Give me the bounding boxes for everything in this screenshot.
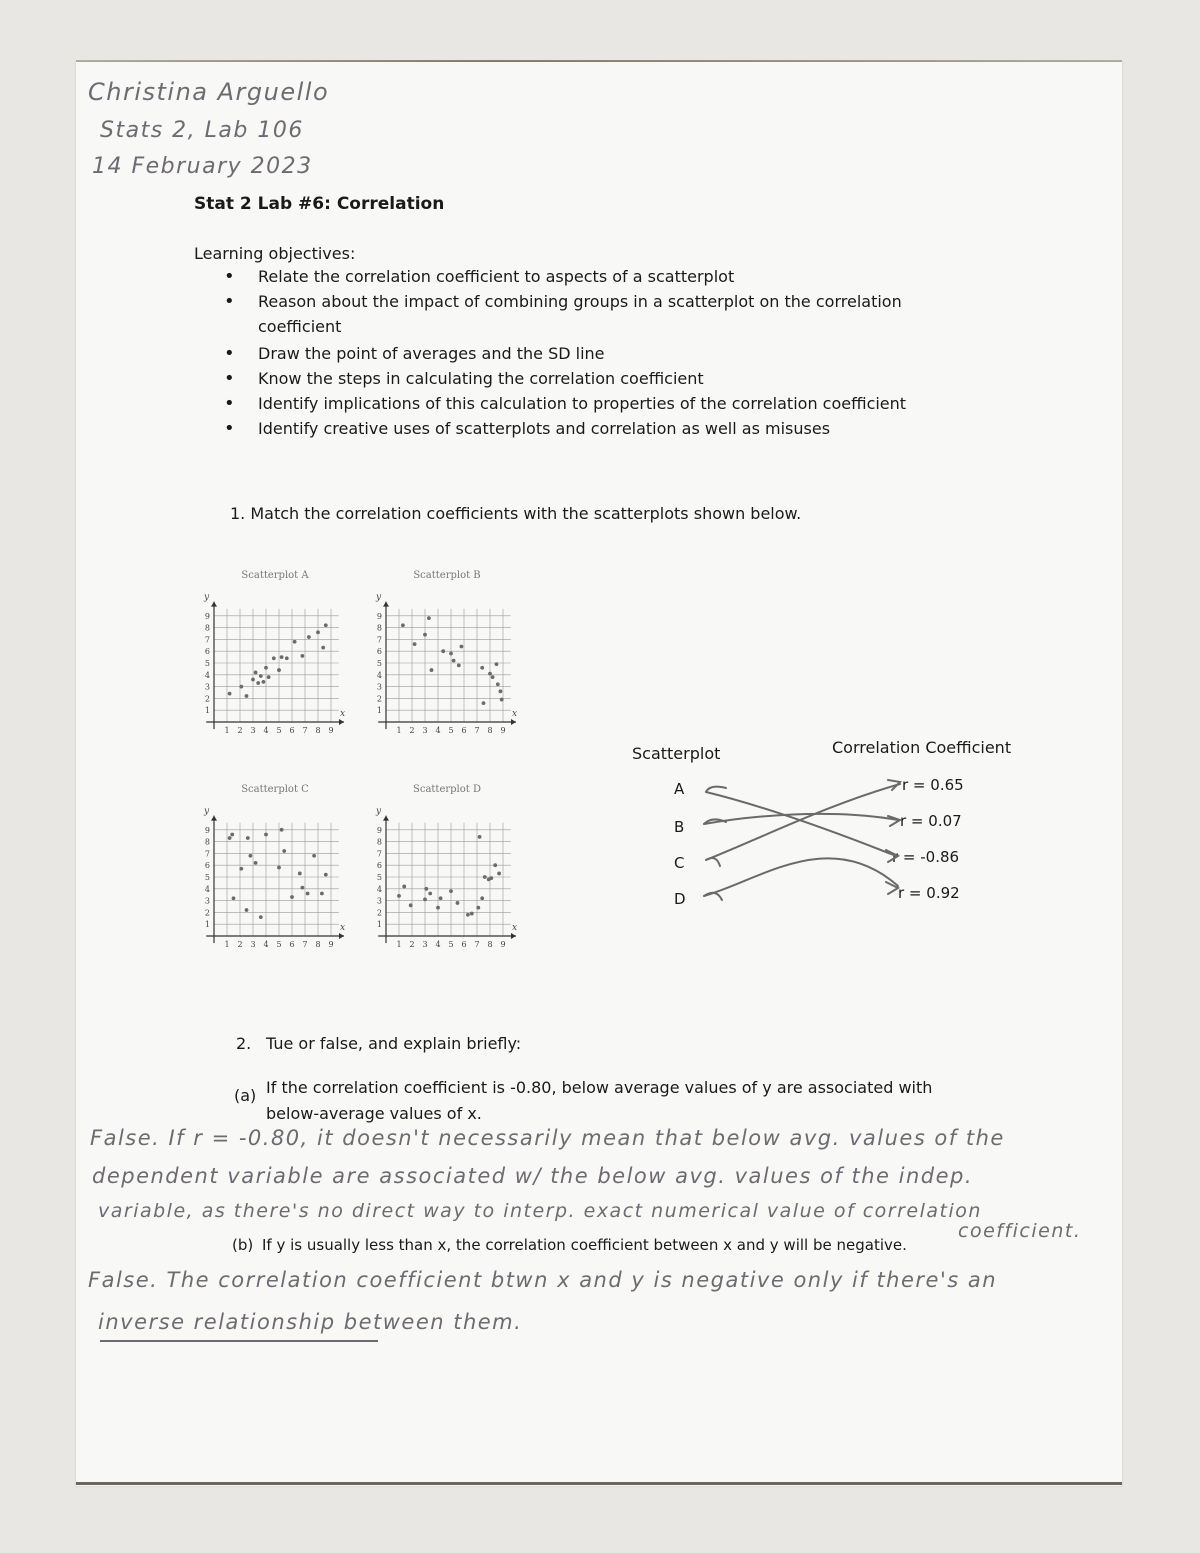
x-tick-label: 6 [289, 940, 295, 949]
objective-item: • Relate the correlation coefficient to aspects of a scatterplot [224, 264, 924, 289]
scatter-point [500, 698, 504, 702]
coefficient-option: r = -0.86 [892, 848, 960, 866]
y-tick-label: 9 [376, 825, 382, 835]
scatter-point [397, 894, 401, 898]
x-tick-label: 2 [409, 940, 415, 949]
scatter-point [282, 849, 286, 853]
x-tick-label: 3 [422, 726, 428, 735]
y-tick-label: 5 [204, 659, 210, 668]
scatterplot-a-title: Scatterplot A [241, 570, 309, 581]
scatter-point [272, 656, 276, 660]
y-axis-arrow [383, 602, 389, 607]
x-tick-label: 4 [435, 940, 441, 949]
y-tick-label: 6 [204, 861, 210, 871]
y-tick-label: 1 [204, 706, 210, 716]
scatter-point [457, 663, 461, 667]
scatter-point [259, 915, 263, 919]
scatter-point [478, 835, 482, 839]
y-tick-label: 5 [204, 873, 210, 882]
x-tick-label: 5 [448, 940, 454, 949]
scatter-point [280, 655, 284, 659]
y-axis-label: y [204, 806, 210, 817]
scatterplot-d-svg [372, 784, 522, 954]
x-tick-label: 4 [263, 940, 269, 949]
x-tick-label: 9 [328, 726, 334, 735]
x-axis-arrow [511, 933, 516, 939]
x-tick-label: 5 [276, 940, 282, 949]
scatter-point [413, 642, 417, 646]
scatter-point [254, 861, 258, 865]
y-axis-label: y [376, 806, 382, 817]
scatter-point [493, 863, 497, 867]
y-tick-label: 8 [204, 623, 210, 633]
match-letter-a: A [674, 780, 685, 798]
submission-date: 14 February 2023 [92, 154, 313, 179]
y-tick-label: 6 [376, 647, 382, 657]
y-tick-label: 8 [376, 623, 382, 633]
x-tick-label: 6 [461, 726, 467, 735]
y-axis-label: y [376, 592, 382, 603]
scatter-point [239, 867, 243, 871]
x-tick-label: 3 [422, 940, 428, 949]
scatterplot-column-heading: Scatterplot [632, 744, 721, 763]
scatter-point [259, 674, 263, 678]
y-tick-label: 1 [376, 706, 382, 716]
scatter-point [496, 682, 500, 686]
scatter-point [401, 623, 405, 627]
scatter-point [430, 668, 434, 672]
x-tick-label: 9 [500, 726, 506, 735]
scatter-point [245, 908, 249, 912]
scatterplot-b-title: Scatterplot B [413, 570, 481, 581]
scatter-point [423, 898, 427, 902]
page-title: Stat 2 Lab #6: Correlation [194, 194, 445, 214]
answer-2b-line: False. The correlation coefficient btwn x and y is negative only if there's an [88, 1268, 998, 1292]
scatter-point [409, 903, 413, 907]
x-axis-arrow [511, 719, 516, 725]
scatter-point [249, 854, 253, 858]
y-tick-label: 1 [204, 920, 210, 930]
scatter-point [230, 833, 234, 837]
scatter-point [321, 646, 325, 650]
scatter-point [324, 623, 328, 627]
objective-item: • Know the steps in calculating the correlation coefficient [224, 366, 924, 391]
scatter-point [256, 681, 260, 685]
scatter-point [456, 901, 460, 905]
x-axis-label: x [512, 709, 518, 719]
scatter-point [449, 652, 453, 656]
question-2a-label: (a) [234, 1086, 257, 1105]
objective-item: • Draw the point of averages and the SD line [224, 341, 924, 366]
x-tick-label: 2 [237, 940, 243, 949]
x-tick-label: 8 [487, 940, 493, 949]
course-section: Stats 2, Lab 106 [100, 118, 304, 143]
x-tick-label: 1 [224, 726, 230, 735]
x-tick-label: 4 [435, 726, 441, 735]
scatterplot-c [200, 784, 350, 954]
answer-2a-line: False. If r = -0.80, it doesn't necessarily mean that below avg. values of the [90, 1126, 1005, 1150]
x-tick-label: 7 [302, 940, 308, 949]
scatter-point [264, 833, 268, 837]
matching-lines [660, 770, 920, 910]
coefficient-option: r = 0.07 [900, 812, 962, 830]
scatter-point [480, 666, 484, 670]
scatter-point [449, 889, 453, 893]
y-tick-label: 7 [376, 635, 382, 645]
y-tick-label: 9 [204, 825, 210, 835]
question-2-number: 2. [236, 1034, 252, 1053]
x-axis-label: x [340, 923, 346, 933]
scatter-point [470, 912, 474, 916]
y-tick-label: 8 [376, 837, 382, 847]
pencil-arrowhead [888, 816, 900, 826]
scatter-point [298, 872, 302, 876]
scatter-point [491, 675, 495, 679]
scatter-point [482, 701, 486, 705]
question-2a-text: If the correlation coefficient is -0.80, below average values of y are associated with [266, 1078, 933, 1097]
y-axis-arrow [211, 816, 217, 821]
x-tick-label: 7 [474, 940, 480, 949]
y-tick-label: 2 [376, 694, 382, 704]
x-tick-label: 6 [461, 940, 467, 949]
question-2-prompt: Tue or false, and explain briefly: [266, 1034, 522, 1053]
y-tick-label: 2 [204, 694, 210, 704]
scatter-point [301, 886, 305, 890]
scatterplot-c-svg [200, 784, 350, 954]
scatterplot-d [372, 784, 522, 954]
x-axis-arrow [339, 719, 344, 725]
scatter-point [264, 666, 268, 670]
y-tick-label: 9 [376, 611, 382, 621]
pencil-arrowhead [886, 850, 898, 862]
scatter-point [228, 836, 232, 840]
scatter-point [460, 645, 464, 649]
scatter-point [246, 836, 250, 840]
scatterplot-d-title: Scatterplot D [413, 784, 481, 795]
pencil-line-a-to-neg086 [706, 792, 896, 856]
scatter-point [277, 668, 281, 672]
scatter-point [499, 689, 503, 693]
x-tick-label: 4 [263, 726, 269, 735]
pencil-line-d-to-092 [704, 858, 898, 896]
scatter-point [245, 694, 249, 698]
x-tick-label: 9 [500, 940, 506, 949]
x-tick-label: 2 [237, 726, 243, 735]
scatter-point [232, 896, 236, 900]
y-tick-label: 2 [376, 908, 382, 918]
y-tick-label: 6 [376, 861, 382, 871]
coefficient-option: r = 0.65 [902, 776, 964, 794]
objective-item: • Identify creative uses of scatterplots and correlation as well as misuses [224, 416, 924, 441]
y-tick-label: 7 [376, 849, 382, 859]
y-tick-label: 5 [376, 659, 382, 668]
scatter-point [495, 662, 499, 666]
x-tick-label: 5 [276, 726, 282, 735]
x-tick-label: 3 [250, 726, 256, 735]
y-tick-label: 4 [204, 884, 210, 894]
y-tick-label: 7 [204, 635, 210, 645]
match-letter-c: C [674, 854, 685, 872]
scatter-point [228, 692, 232, 696]
y-tick-label: 7 [204, 849, 210, 859]
scatter-point [307, 635, 311, 639]
answer-2a-line: dependent variable are associated w/ the below avg. values of the indep. [92, 1164, 974, 1188]
objectives-list [224, 264, 924, 441]
y-tick-label: 3 [376, 682, 382, 692]
scatter-point [320, 892, 324, 896]
y-tick-label: 3 [204, 682, 210, 692]
scatter-point [312, 854, 316, 858]
question-2a-text-cont: below-average values of x. [266, 1104, 482, 1123]
x-tick-label: 7 [302, 726, 308, 735]
scatter-point [423, 633, 427, 637]
question-1: 1. Match the correlation coefficients with the scatterplots shown below. [230, 504, 802, 523]
scatter-point [262, 680, 266, 684]
objective-item: • Identify implications of this calculation to properties of the correlation coefficient [224, 391, 924, 416]
x-tick-label: 1 [396, 726, 402, 735]
scatterplot-c-title: Scatterplot C [241, 784, 309, 795]
x-tick-label: 8 [487, 726, 493, 735]
scatter-point [293, 640, 297, 644]
scatter-point [316, 630, 320, 634]
scatter-point [277, 866, 281, 870]
objectives-heading: Learning objectives: [194, 244, 356, 263]
scatter-point [402, 885, 406, 889]
y-tick-label: 3 [204, 896, 210, 906]
answer-2b-line: inverse relationship between them. [98, 1310, 523, 1334]
y-axis-arrow [211, 602, 217, 607]
match-letter-d: D [674, 890, 686, 908]
scatter-point [267, 675, 271, 679]
scatter-point [489, 876, 493, 880]
y-axis-arrow [383, 816, 389, 821]
y-tick-label: 3 [376, 896, 382, 906]
scatter-point [290, 895, 294, 899]
scatter-point [497, 872, 501, 876]
scatterplot-a [200, 570, 350, 740]
x-tick-label: 8 [315, 940, 321, 949]
scatter-point [441, 649, 445, 653]
scatter-point [428, 892, 432, 896]
y-tick-label: 4 [376, 884, 382, 894]
answer-2a-line: variable, as there's no direct way to interp. exact numerical value of correlation [98, 1200, 982, 1222]
match-letter-b: B [674, 818, 685, 836]
scatter-point [285, 656, 289, 660]
x-tick-label: 1 [224, 940, 230, 949]
y-tick-label: 6 [204, 647, 210, 657]
coefficient-option: r = 0.92 [898, 884, 960, 902]
x-tick-label: 7 [474, 726, 480, 735]
pencil-arrow-a [706, 787, 726, 792]
scatter-point [424, 887, 428, 891]
scatterplot-b [372, 570, 522, 740]
scatter-point [483, 875, 487, 879]
scatter-point [427, 616, 431, 620]
x-axis-arrow [339, 933, 344, 939]
y-tick-label: 4 [376, 670, 382, 680]
x-tick-label: 6 [289, 726, 295, 735]
student-name: Christina Arguello [88, 78, 330, 106]
answer-2b-underline [100, 1340, 378, 1342]
scatter-point [452, 659, 456, 663]
x-tick-label: 2 [409, 726, 415, 735]
scatter-point [466, 913, 470, 917]
x-axis-label: x [340, 709, 346, 719]
y-tick-label: 9 [204, 611, 210, 621]
x-tick-label: 1 [396, 940, 402, 949]
paper-bottom-edge [76, 1482, 1122, 1485]
scatter-point [488, 672, 492, 676]
x-tick-label: 9 [328, 940, 334, 949]
scatter-point [280, 828, 284, 832]
scatter-point [301, 654, 305, 658]
question-2b-label: (b) [232, 1236, 254, 1254]
question-2b-text: If y is usually less than x, the correlation coefficient between x and y will be negative. [262, 1236, 907, 1254]
scatter-point [476, 906, 480, 910]
x-axis-label: x [512, 923, 518, 933]
y-tick-label: 4 [204, 670, 210, 680]
coefficient-column-heading: Correlation Coefficient [832, 738, 1012, 757]
scatter-point [439, 896, 443, 900]
scatter-point [254, 671, 258, 675]
x-tick-label: 3 [250, 940, 256, 949]
y-tick-label: 5 [376, 873, 382, 882]
x-tick-label: 8 [315, 726, 321, 735]
answer-2a-line: coefficient. [958, 1220, 1082, 1242]
objective-item: • Reason about the impact of combining groups in a scatterplot on the correlation coefficient [224, 289, 924, 339]
y-tick-label: 8 [204, 837, 210, 847]
scatterplot-b-svg [372, 570, 522, 740]
y-axis-label: y [204, 592, 210, 603]
scatter-point [239, 685, 243, 689]
scatterplot-a-svg [200, 570, 350, 740]
y-tick-label: 1 [376, 920, 382, 930]
scatter-point [480, 896, 484, 900]
scatter-point [251, 678, 255, 682]
scatter-point [436, 906, 440, 910]
scatter-point [324, 873, 328, 877]
scatter-point [306, 892, 310, 896]
y-tick-label: 2 [204, 908, 210, 918]
x-tick-label: 5 [448, 726, 454, 735]
